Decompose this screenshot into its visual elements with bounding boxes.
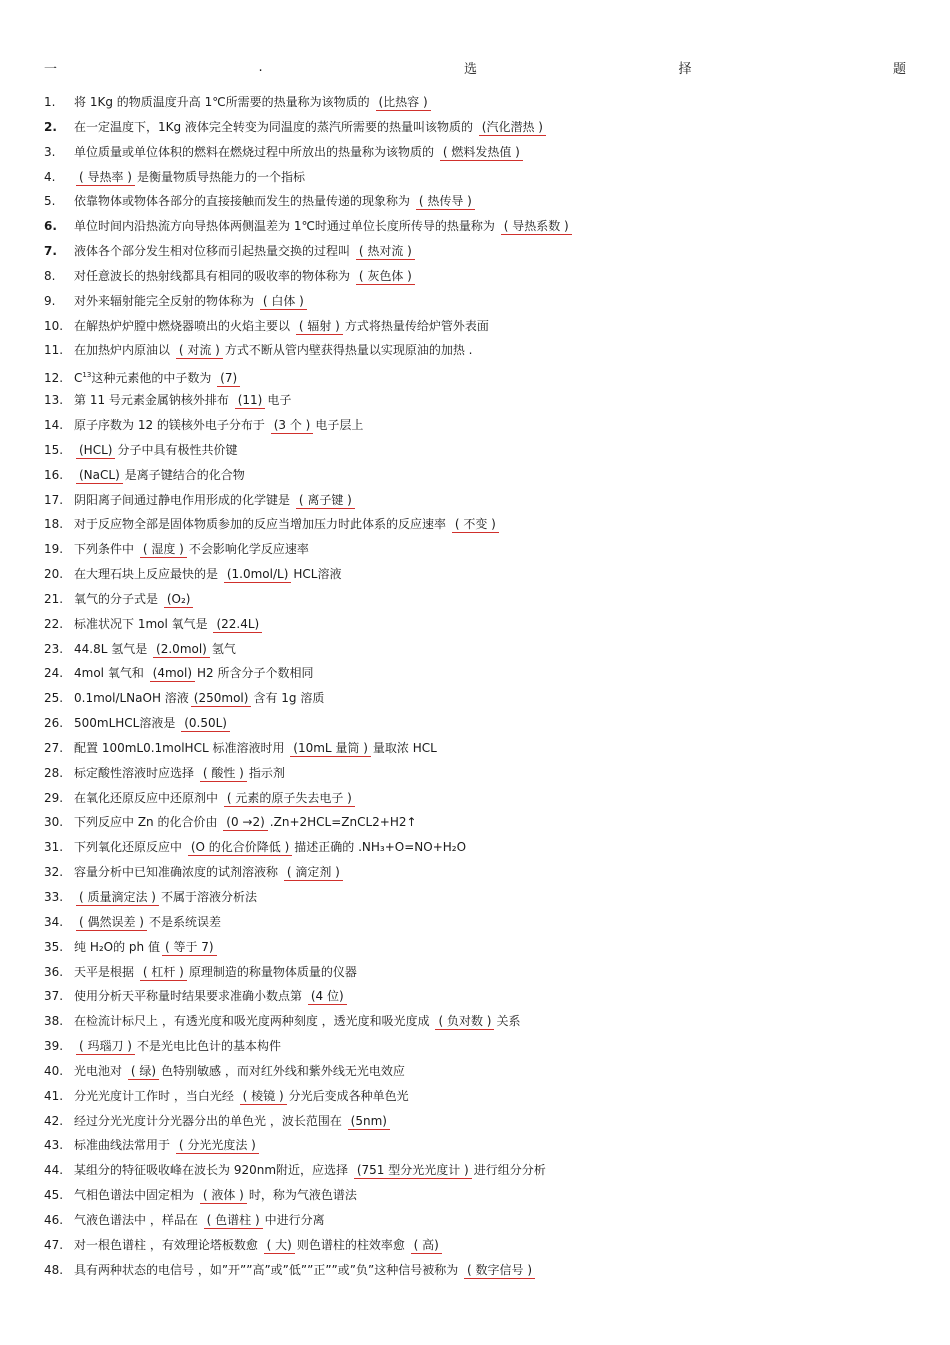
- answer-blank: ( 液体 ): [200, 1188, 247, 1204]
- question-number: 39.: [44, 1039, 64, 1054]
- question-number: 13.: [44, 393, 64, 408]
- question-number: 30.: [44, 815, 64, 830]
- answer-blank: (4mol): [150, 666, 195, 682]
- question-number: 8.: [44, 268, 56, 283]
- question-text: [74, 1061, 924, 1081]
- question-text-segment: 在大理石块上反应最快的是: [74, 567, 222, 582]
- heading-char-2: .: [258, 59, 263, 75]
- question-text-segment: 500mLHCL溶液是: [74, 716, 180, 731]
- question-number: 46.: [44, 1212, 64, 1227]
- question-item: [44, 440, 924, 465]
- question-item: [44, 713, 924, 738]
- question-item: [44, 663, 924, 688]
- question-text-segment: 关系: [496, 1014, 521, 1029]
- section-heading: [44, 58, 906, 76]
- question-item: [44, 539, 924, 564]
- question-text: [74, 316, 924, 336]
- question-item: [44, 564, 924, 589]
- answer-blank: (1.0mol/L): [224, 567, 292, 583]
- answer-blank: ( 色谱柱 ): [204, 1213, 263, 1229]
- answer-blank: (22.4L): [213, 617, 262, 633]
- question-text-segment: 描述正确的 .NH₃+O=NO+H₂O: [294, 840, 467, 855]
- answer-blank: (比热容 ): [376, 95, 431, 111]
- question-text-segment: 在氧化还原反应中还原剂中: [74, 790, 222, 805]
- answer-blank: ( 棱镜 ): [240, 1089, 287, 1105]
- superscript: 13: [82, 371, 92, 380]
- answer-blank: (7): [217, 371, 240, 387]
- question-text: [74, 1210, 924, 1230]
- question-number: 9.: [44, 293, 56, 308]
- question-text-segment: .Zn+2HCL=ZnCL2+H2↑: [269, 815, 417, 830]
- question-number: 2.: [44, 119, 57, 134]
- question-text-segment: 依靠物体或物体各部分的直接接触而发生的热量传递的现象称为: [74, 194, 414, 209]
- question-text-segment: 第 11 号元素金属钠核外排布: [74, 393, 233, 408]
- question-text: [74, 490, 924, 510]
- question-number: 12.: [44, 371, 64, 386]
- answer-blank: (4 位): [308, 989, 347, 1005]
- answer-blank: ( 质量滴定法 ): [76, 890, 159, 906]
- question-text-segment: 含有 1g 溶质: [253, 691, 325, 706]
- question-number: 15.: [44, 442, 64, 457]
- question-text-segment: 某组分的特征吸收峰在波长为 920nm附近，应选择: [74, 1163, 352, 1178]
- answer-blank: ( 导热系数 ): [501, 219, 572, 235]
- question-text-segment: 标准状况下 1mol 氧气是: [74, 616, 212, 631]
- question-item: [44, 1135, 924, 1160]
- question-number: 36.: [44, 964, 64, 979]
- question-text-segment: 原理制造的称量物体质量的仪器: [188, 964, 357, 979]
- question-text-segment: 标准曲线法常用于: [74, 1138, 174, 1153]
- question-item: [44, 117, 924, 142]
- question-item: [44, 340, 924, 365]
- answer-blank: (5nm): [348, 1114, 390, 1130]
- question-text-segment: 氧气的分子式是: [74, 591, 162, 606]
- question-text-segment: 4mol 氧气和: [74, 666, 148, 681]
- answer-blank: ( 燃料发热值 ): [440, 145, 523, 161]
- question-item: [44, 614, 924, 639]
- question-text-segment: 对一根色谱柱 ，有效理论塔板数愈: [74, 1237, 262, 1252]
- question-text: [74, 1185, 924, 1205]
- question-text-segment: 不是系统误差: [149, 914, 222, 929]
- question-text-segment: 不属于溶液分析法: [161, 890, 258, 904]
- answer-blank: ( 灰色体 ): [356, 269, 415, 285]
- question-text-segment: 时，称为气液色谱法: [248, 1188, 357, 1203]
- question-number: 26.: [44, 716, 64, 731]
- question-text: [74, 688, 924, 708]
- question-text-segment: 阴阳离子间通过静电作用形成的化学键是: [74, 492, 294, 507]
- question-text: [74, 887, 924, 907]
- question-text-segment: 将 1Kg 的物质温度升高 1℃所需要的热量称为该物质的: [74, 95, 374, 109]
- question-text-segment: 色特别敏感 ，而对红外线和紫外线无光电效应: [161, 1063, 405, 1078]
- question-item: [44, 763, 924, 788]
- question-text-segment: 下列条件中: [74, 542, 138, 557]
- answer-blank: ( 分光光度法 ): [176, 1138, 259, 1154]
- question-text-segment: 对于反应物全部是固体物质参加的反应当增加压力时此体系的反应速率: [74, 517, 450, 532]
- answer-blank: (2.0mol): [153, 642, 210, 658]
- answer-blank: (0 →2): [223, 815, 268, 831]
- question-text-segment: 分光后变成各种单色光: [288, 1088, 409, 1103]
- answer-blank: ( 离子键 ): [296, 493, 355, 509]
- question-text: [74, 1160, 924, 1180]
- question-text: [74, 415, 924, 435]
- question-text: [74, 167, 924, 187]
- question-text: [74, 589, 924, 609]
- question-number: 34.: [44, 914, 64, 929]
- question-number: 18.: [44, 517, 64, 532]
- question-text-segment: 液体各个部分发生相对位移而引起热量交换的过程叫: [74, 244, 354, 259]
- question-number: 38.: [44, 1014, 64, 1029]
- question-text: [74, 564, 924, 584]
- answer-blank: ( 导热率 ): [76, 170, 135, 186]
- question-number: 4.: [44, 169, 56, 184]
- question-number: 43.: [44, 1138, 64, 1153]
- question-number: 48.: [44, 1262, 64, 1277]
- question-item: [44, 1036, 924, 1061]
- question-text-segment: 这种元素他的中子数为: [91, 371, 216, 386]
- question-text: [74, 837, 924, 857]
- question-number: 22.: [44, 616, 64, 631]
- question-item: [44, 688, 924, 713]
- question-text: [74, 1235, 924, 1255]
- answer-blank: ( 玛瑙刀 ): [76, 1039, 135, 1055]
- question-text: [74, 788, 924, 808]
- question-text: [74, 1260, 924, 1280]
- answer-blank: ( 湿度 ): [140, 542, 187, 558]
- question-item: [44, 1160, 924, 1185]
- question-text-segment: 单位时间内沿热流方向导热体两侧温差为 1℃时通过单位长度所传导的热量称为: [74, 219, 499, 234]
- question-text-segment: 0.1mol/LNaOH 溶液: [74, 691, 189, 706]
- question-number: 14.: [44, 417, 64, 432]
- question-text-segment: HCL溶液: [293, 567, 342, 582]
- question-number: 7.: [44, 244, 57, 259]
- question-number: 3.: [44, 144, 56, 159]
- answer-blank: ( 对流 ): [176, 343, 223, 359]
- question-list: [44, 92, 924, 1285]
- question-text-segment: 氢气: [211, 641, 236, 656]
- question-item: [44, 1235, 924, 1260]
- question-number: 21.: [44, 591, 64, 606]
- question-text-segment: 方式将热量传给炉管外表面: [344, 318, 489, 333]
- question-text-segment: 经过分光光度计分光器分出的单色光 ，波长范围在: [74, 1113, 346, 1128]
- question-item: [44, 92, 924, 117]
- question-item: [44, 415, 924, 440]
- question-text-segment: 在一定温度下，1Kg 液体完全转变为同温度的蒸汽所需要的热量叫该物质的: [74, 119, 477, 134]
- question-item: [44, 986, 924, 1011]
- answer-blank: (250mol): [191, 691, 252, 707]
- question-text: [74, 440, 924, 460]
- answer-blank: (O₂): [164, 592, 194, 608]
- answer-blank: ( 热对流 ): [356, 244, 415, 260]
- answer-blank: (O 的化合价降低 ): [188, 840, 292, 856]
- question-text-segment: 进行组分分析: [473, 1163, 546, 1178]
- heading-char-1: 一: [44, 61, 58, 77]
- question-text: [74, 639, 924, 659]
- question-item: [44, 912, 924, 937]
- question-text-segment: 分子中具有极性共价键: [117, 442, 238, 457]
- question-text: [74, 142, 924, 162]
- question-text-segment: 原子序数为 12 的镁核外电子分布于: [74, 417, 269, 432]
- question-text-segment: 指示剂: [248, 765, 285, 780]
- question-text-segment: 光电池对: [74, 1063, 126, 1078]
- question-text-segment: 44.8L 氢气是: [74, 641, 152, 656]
- answer-blank: (751 型分光光度计 ): [354, 1163, 472, 1179]
- question-text: [74, 1036, 924, 1056]
- question-text-segment: 方式不断从管内壁获得热量以实现原油的加热 .: [224, 343, 473, 358]
- question-text-segment: 量取浓 HCL: [372, 740, 437, 755]
- question-item: [44, 1086, 924, 1111]
- question-item: [44, 837, 924, 862]
- question-item: [44, 1210, 924, 1235]
- question-item: [44, 1260, 924, 1285]
- question-text-segment: 单位质量或单位体积的燃料在燃烧过程中所放出的热量称为该物质的: [74, 144, 438, 159]
- question-number: 35.: [44, 939, 64, 954]
- heading-char-5: 题: [892, 61, 906, 77]
- question-number: 33.: [44, 890, 64, 904]
- question-text: [74, 663, 924, 683]
- question-number: 1.: [44, 95, 56, 109]
- question-text: [74, 1111, 924, 1131]
- question-text: [74, 812, 924, 832]
- question-text-segment: 在加热炉内原油以: [74, 343, 174, 358]
- question-text-segment: 分光光度计工作时 ，当白光经: [74, 1088, 238, 1103]
- question-text-segment: 在检流计标尺上 ，有透光度和吸光度两种刻度 ，透光度和吸光度成: [74, 1014, 434, 1029]
- answer-blank: (11): [235, 393, 266, 409]
- question-text: [74, 1086, 924, 1106]
- question-text-segment: 不是光电比色计的基本构件: [137, 1039, 282, 1054]
- question-text-segment: 具有两种状态的电信号 ，如”开””高”或”低””正””或”负”这种信号被称为: [74, 1262, 463, 1277]
- question-text: [74, 340, 924, 360]
- question-text: [74, 713, 924, 733]
- answer-blank: (汽化潜热 ): [479, 120, 546, 136]
- answer-blank: (10mL 量筒 ): [290, 741, 371, 757]
- question-text-segment: 电子层上: [315, 417, 364, 432]
- question-item: [44, 465, 924, 490]
- question-item: [44, 216, 924, 241]
- question-number: 28.: [44, 765, 64, 780]
- question-text-segment: 天平是根据: [74, 964, 138, 979]
- question-text: [74, 738, 924, 758]
- question-item: [44, 514, 924, 539]
- question-text: [74, 390, 924, 410]
- question-text-segment: 不会影响化学反应速率: [188, 542, 309, 557]
- question-text-segment: 下列氧化还原反应中: [74, 840, 186, 855]
- question-number: 31.: [44, 840, 64, 855]
- question-text-segment: 气液色谱法中 ，样品在: [74, 1212, 202, 1227]
- question-item: [44, 788, 924, 813]
- question-item: [44, 1185, 924, 1210]
- question-text: [74, 1135, 924, 1155]
- question-item: [44, 862, 924, 887]
- question-text-segment: 是衡量物质导热能力的一个指标: [137, 169, 306, 184]
- question-text-segment: 气相色谱法中固定相为: [74, 1188, 198, 1203]
- question-item: [44, 241, 924, 266]
- answer-blank: ( 元素的原子失去电子 ): [224, 791, 355, 807]
- question-text-segment: 对外来辐射能完全反射的物体称为: [74, 293, 258, 308]
- answer-blank: ( 杠杆 ): [140, 965, 187, 981]
- question-text: [74, 191, 924, 211]
- question-number: 45.: [44, 1188, 64, 1203]
- question-text: [74, 117, 924, 137]
- question-number: 17.: [44, 492, 64, 507]
- question-text: [74, 266, 924, 286]
- question-text-segment: 纯 H₂O的 ph 值: [74, 939, 160, 954]
- question-number: 16.: [44, 467, 64, 482]
- heading-char-4: 择: [678, 61, 692, 77]
- question-number: 11.: [44, 343, 64, 358]
- question-text: [74, 912, 924, 932]
- answer-blank: (3 个 ): [271, 418, 314, 434]
- question-item: [44, 1061, 924, 1086]
- question-item: [44, 365, 924, 390]
- answer-blank: (HCL): [76, 443, 115, 459]
- answer-blank: ( 高): [411, 1238, 442, 1254]
- question-item: [44, 316, 924, 341]
- question-text: [74, 1011, 924, 1031]
- question-text: [74, 862, 924, 882]
- question-text: [74, 763, 924, 783]
- question-number: 19.: [44, 542, 64, 557]
- question-text-segment: 是离子键结合的化合物: [124, 467, 245, 482]
- question-text-segment: 对任意波长的热射线都具有相同的吸收率的物体称为: [74, 268, 354, 283]
- answer-blank: ( 酸性 ): [200, 766, 247, 782]
- question-text: [74, 514, 924, 534]
- answer-blank: ( 等于 7): [162, 940, 217, 956]
- question-item: [44, 738, 924, 763]
- question-text: [74, 539, 924, 559]
- question-number: 47.: [44, 1237, 64, 1252]
- question-text: [74, 92, 924, 112]
- answer-blank: ( 偶然误差 ): [76, 915, 147, 931]
- question-item: [44, 639, 924, 664]
- answer-blank: ( 滴定剂 ): [284, 865, 343, 881]
- question-text-segment: 中进行分离: [264, 1212, 325, 1227]
- question-item: [44, 937, 924, 962]
- question-text-segment: 标定酸性溶液时应选择: [74, 765, 198, 780]
- heading-char-3: 选: [464, 61, 478, 77]
- answer-blank: ( 数字信号 ): [464, 1263, 535, 1279]
- question-text-segment: 在解热炉炉膛中燃烧器喷出的火焰主要以: [74, 318, 294, 333]
- question-number: 44.: [44, 1163, 64, 1178]
- question-number: 23.: [44, 641, 64, 656]
- question-number: 41.: [44, 1088, 64, 1103]
- question-text: [74, 614, 924, 634]
- question-number: 29.: [44, 790, 64, 805]
- question-text: [74, 962, 924, 982]
- question-item: [44, 887, 924, 912]
- question-text-segment: H2 所含分子个数相同: [197, 666, 314, 681]
- answer-blank: (0.50L): [181, 716, 230, 732]
- answer-blank: ( 辐射 ): [296, 319, 343, 335]
- question-text-segment: 则色谱柱的柱效率愈: [296, 1237, 409, 1252]
- question-item: [44, 1111, 924, 1136]
- question-text-segment: 下列反应中 Zn 的化合价由: [74, 815, 222, 830]
- question-number: 42.: [44, 1113, 64, 1128]
- question-text: [74, 465, 924, 485]
- question-number: 37.: [44, 989, 64, 1004]
- answer-blank: ( 不变 ): [452, 517, 499, 533]
- question-number: 32.: [44, 865, 64, 880]
- answer-blank: (NaCL): [76, 468, 123, 484]
- question-text: [74, 241, 924, 261]
- question-number: 40.: [44, 1063, 64, 1078]
- question-text: [74, 291, 924, 311]
- question-text-segment: 电子: [267, 393, 292, 408]
- question-text-segment: C: [74, 371, 83, 386]
- question-item: [44, 490, 924, 515]
- question-item: [44, 167, 924, 192]
- question-text-segment: 容量分析中已知准确浓度的试剂溶液称: [74, 865, 282, 880]
- answer-blank: ( 负对数 ): [435, 1014, 494, 1030]
- answer-blank: ( 白体 ): [260, 294, 307, 310]
- question-item: [44, 390, 924, 415]
- question-number: 24.: [44, 666, 64, 681]
- question-text-segment: 使用分析天平称量时结果要求准确小数点第: [74, 989, 306, 1004]
- answer-blank: ( 热传导 ): [416, 194, 475, 210]
- question-text: [74, 986, 924, 1006]
- question-item: [44, 589, 924, 614]
- question-number: 5.: [44, 194, 56, 209]
- answer-blank: ( 绿): [128, 1064, 159, 1080]
- question-item: [44, 291, 924, 316]
- question-text-segment: 配置 100mL0.1molHCL 标准溶液时用: [74, 740, 289, 755]
- question-item: [44, 962, 924, 987]
- question-item: [44, 266, 924, 291]
- question-item: [44, 191, 924, 216]
- question-text: [74, 216, 924, 236]
- question-item: [44, 1011, 924, 1036]
- question-number: 27.: [44, 740, 64, 755]
- question-number: 6.: [44, 219, 57, 234]
- question-number: 25.: [44, 691, 64, 706]
- answer-blank: ( 大): [264, 1238, 295, 1254]
- question-number: 10.: [44, 318, 64, 333]
- question-number: 20.: [44, 567, 64, 582]
- question-item: [44, 142, 924, 167]
- question-text: [74, 937, 924, 957]
- question-item: [44, 812, 924, 837]
- question-text: [74, 365, 924, 388]
